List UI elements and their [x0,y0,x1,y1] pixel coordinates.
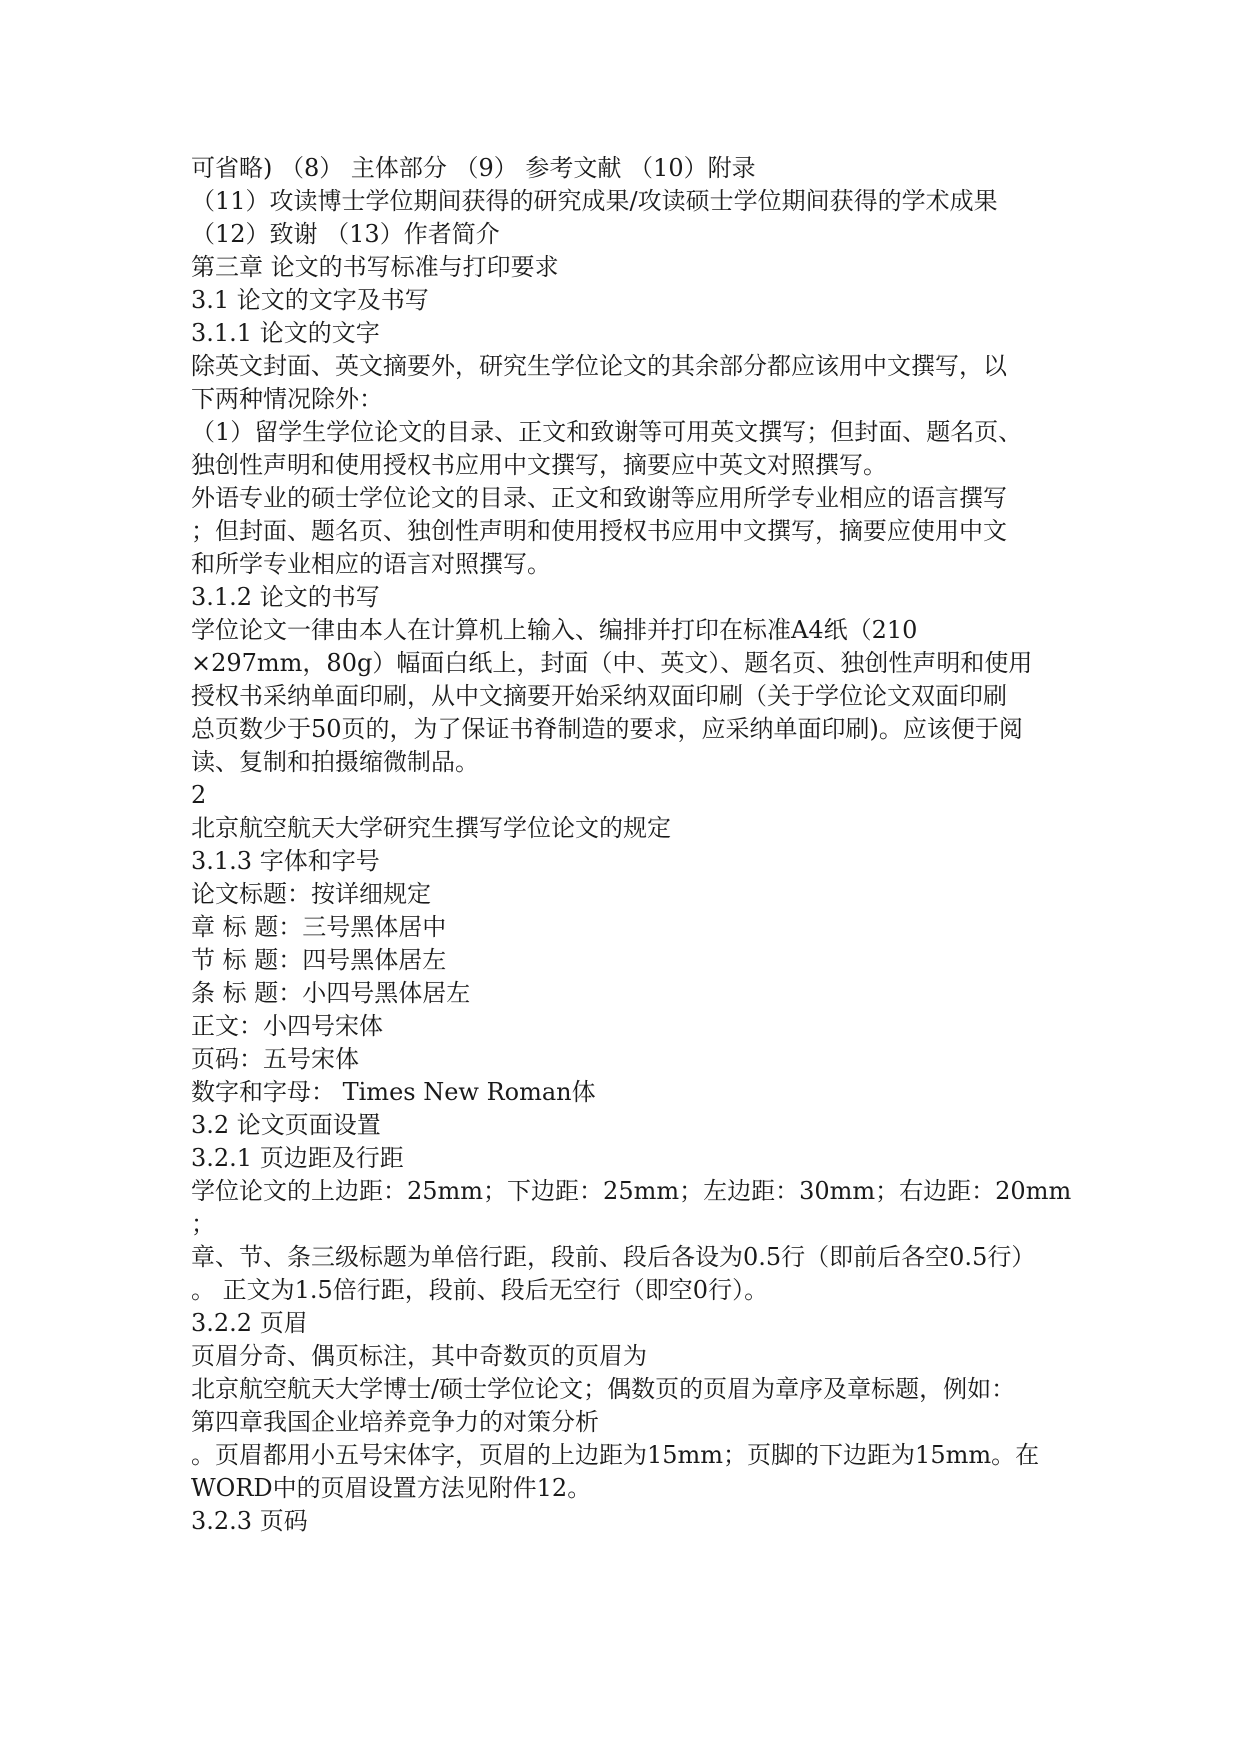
text-line: 可省略) （8） 主体部分 （9） 参考文献 （10）附录 [191,154,756,182]
text-line: 总页数少于50页的，为了保证书脊制造的要求，应采纳单面印刷)。应该便于阅 [191,715,1023,743]
text-line: （11）攻读博士学位期间获得的研究成果/攻读硕士学位期间获得的学术成果 [191,187,998,215]
subsection-heading: 3.2.3 页码 [191,1507,308,1535]
text-line: 页码：五号宋体 [191,1045,359,1073]
subsection-heading: 3.1.1 论文的文字 [191,319,380,347]
subsection-heading: 3.1.2 论文的书写 [191,583,380,611]
text-line: （1）留学生学位论文的目录、正文和致谢等可用英文撰写；但封面、题名页、 [191,418,1023,446]
text-line: 。 正文为1.5倍行距，段前、段后无空行（即空0行）。 [191,1276,769,1304]
text-line: 独创性声明和使用授权书应用中文撰写，摘要应中英文对照撰写。 [191,451,887,479]
text-line: 第四章我国企业培养竞争力的对策分析 [191,1408,599,1436]
text-line: 学位论文的上边距：25mm；下边距：25mm；左边距：30mm；右边距：20mm [191,1177,1072,1205]
text-line: WORD中的页眉设置方法见附件12。 [191,1474,592,1502]
text-line: 授权书采纳单面印刷，从中文摘要开始采纳双面印刷（关于学位论文双面印刷 [191,682,1007,710]
text-line: 学位论文一律由本人在计算机上输入、编排并打印在标准A4纸（210 [191,616,918,644]
text-line: 和所学专业相应的语言对照撰写。 [191,550,551,578]
running-header: 北京航空航天大学研究生撰写学位论文的规定 [191,814,671,842]
text-line: 页眉分奇、偶页标注，其中奇数页的页眉为 [191,1342,647,1370]
page-number: 2 [191,781,207,809]
text-line: 条 标 题：小四号黑体居左 [191,979,471,1007]
chapter-heading: 第三章 论文的书写标准与打印要求 [191,253,559,281]
text-line: 外语专业的硕士学位论文的目录、正文和致谢等应用所学专业相应的语言撰写 [191,484,1007,512]
text-line: ； [191,1210,215,1238]
text-line: 下两种情况除外： [191,385,383,413]
section-heading: 3.1 论文的文字及书写 [191,286,429,314]
text-line: 节 标 题：四号黑体居左 [191,946,447,974]
subsection-heading: 3.2.1 页边距及行距 [191,1144,404,1172]
document-body [191,152,1072,1538]
subsection-heading: 3.1.3 字体和字号 [191,847,380,875]
text-line: 论文标题：按详细规定 [191,880,431,908]
subsection-heading: 3.2.2 页眉 [191,1309,308,1337]
text-line: 章、节、条三级标题为单倍行距，段前、段后各设为0.5行（即前后各空0.5行） [191,1243,1036,1271]
text-line: ；但封面、题名页、独创性声明和使用授权书应用中文撰写，摘要应使用中文 [191,517,1007,545]
text-line: 北京航空航天大学博士/硕士学位论文；偶数页的页眉为章序及章标题，例如： [191,1375,1016,1403]
text-line: 数字和字母： Times New Roman体 [191,1078,596,1106]
text-line: 除英文封面、英文摘要外，研究生学位论文的其余部分都应该用中文撰写，以 [191,352,1007,380]
text-line: 章 标 题：三号黑体居中 [191,913,447,941]
text-line: ×297mm，80g）幅面白纸上，封面（中、英文）、题名页、独创性声明和使用 [191,649,1033,677]
text-line: 读、复制和拍摄缩微制品。 [191,748,479,776]
text-line: （12）致谢 （13）作者简介 [191,220,500,248]
section-heading: 3.2 论文页面设置 [191,1111,381,1139]
text-line: 。页眉都用小五号宋体字，页眉的上边距为15mm；页脚的下边距为15mm。在 [191,1441,1040,1469]
text-line: 正文：小四号宋体 [191,1012,383,1040]
